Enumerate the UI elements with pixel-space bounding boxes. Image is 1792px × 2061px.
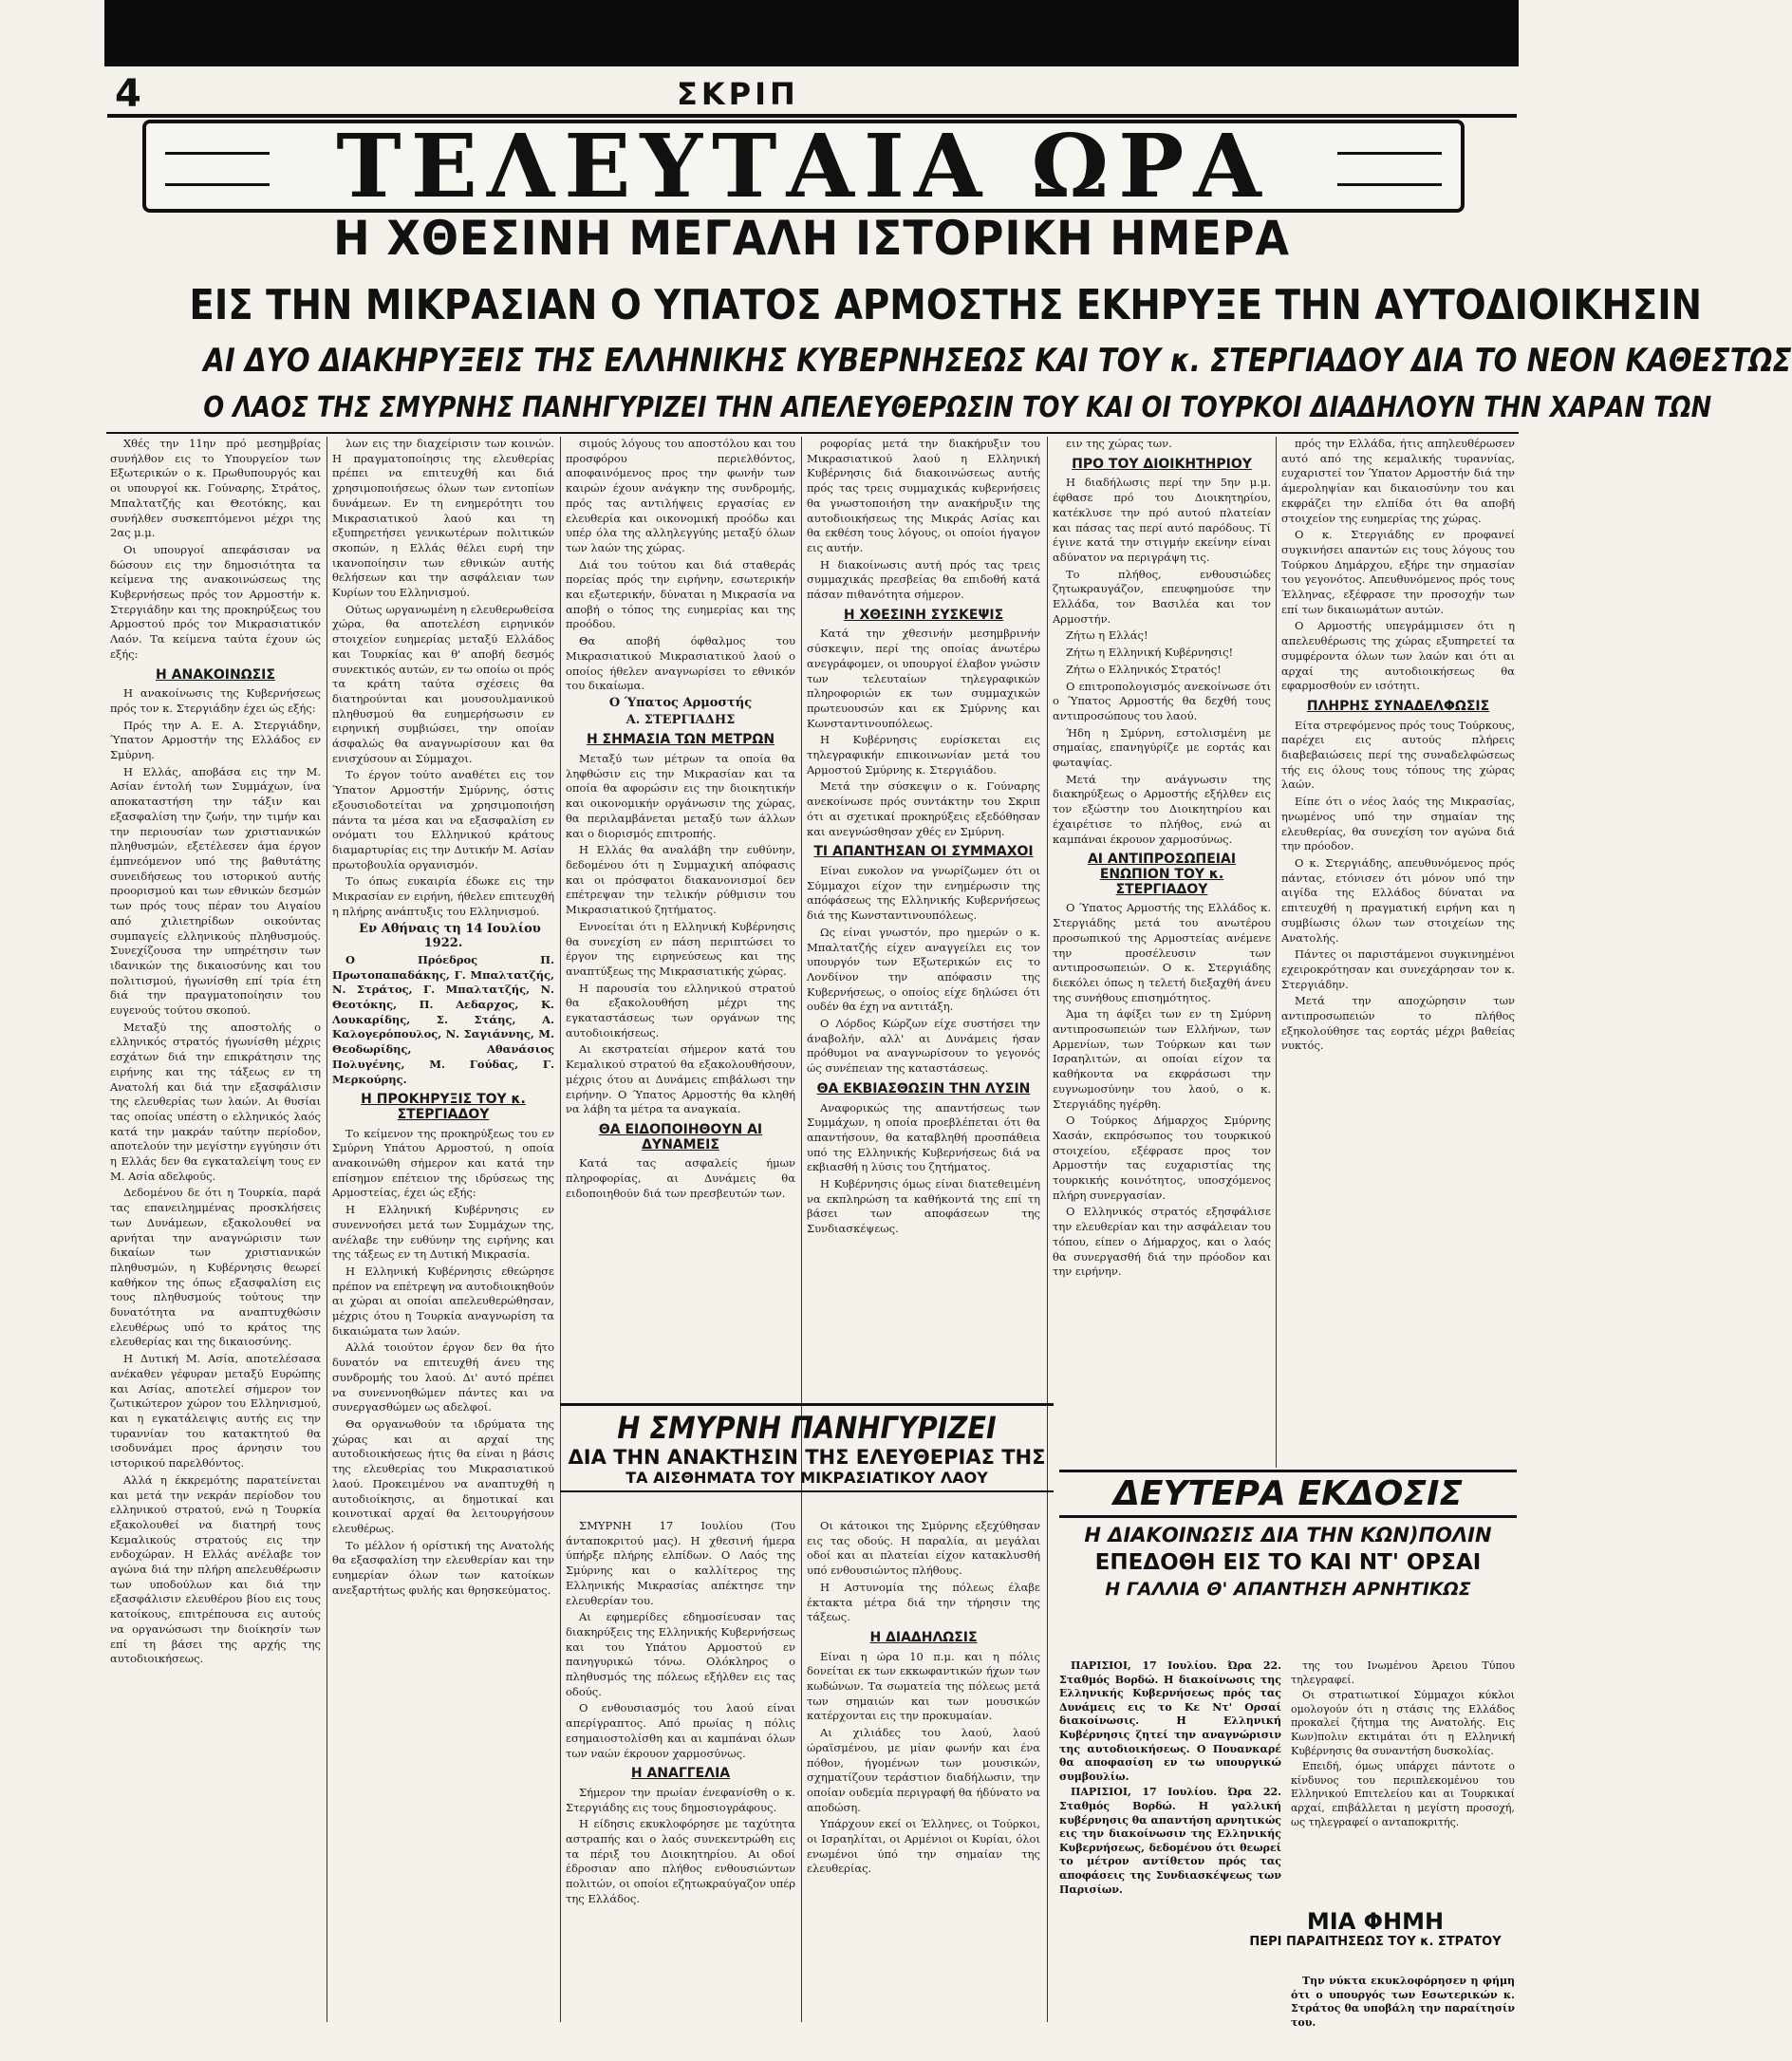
col4-paragraph: Η Κυβέρνησις όμως είναι διατεθειμένη να εκπληρώση τα καθήκοντά της επί τη βάσει των αποφάσεων της Συνδιασκέψεως. — [807, 1177, 1040, 1236]
col4-paragraph: Ως είναι γνωστόν, προ ημερών ο κ. Μπαλτατζής είχεν αναγγείλει εις τον υπουργόν των Εξωτερικών εις το Λονδίνον την απόφασιν της Κυβερνήσεως, ο οποίος είχε δηλώσει ότι ουδέν θα έχη να αντιτάξη. — [807, 925, 1040, 1014]
smyrni-subheading: Η ΔΙΑΔΗΛΩΣΙΣ — [869, 1629, 978, 1645]
rumor-subtitle: ΠΕΡΙ ΠΑΡΑΙΤΗΣΕΩΣ ΤΟΥ κ. ΣΤΡΑΤΟΥ — [1249, 1935, 1502, 1949]
col3-paragraph: Διά του τούτου και διά σταθεράς πορείας πρός την ειρήνην, εσωτερικήν και εξωτερικήν, δύναται η Μικρασία να αποβή ο τόπος της ευημερίας και της προόδου. — [566, 557, 795, 631]
col2-paragraph: Θα οργανωθούν τα ιδρύματα της χώρας και αι αρχαί της αυτοδιοικήσεως ήτις θα είναι η βάσις της ελευθερίας του Μικρασιατικού λαού. Προκειμένου να αναπτυχθή η αυτοδιοίκησις, αι δημοτικαί και κοινοτικαί αρχαί θα λειτουργήσουν ελευθέρως. — [332, 1417, 554, 1535]
col2-paragraph: Η Ελληνική Κυβέρνησις εθεώρησε πρέπον να επέτρεψη να αυτοδιοικηθούν αι χώραι αι οποίαι απελευθερώθησαν, μέχρις ότου η Τουρκία αναγνωρίση τα δικαιώματα των λαών. — [332, 1264, 554, 1338]
top-black-band — [104, 0, 1519, 66]
col5-paragraph: Ο Ύπατος Αρμοστής της Ελλάδος κ. Στεργιάδης μετά του ανωτέρου προσωπικού της Αρμοστείας ανέμενε την προσέλευσιν των αντιπροσωπειών. Ο κ. Στεργιάδης διεκόλει όπως η τελετή διεξαχθή άνευ της συνήθους επισημότητος. — [1053, 901, 1271, 1004]
col2-signers: Ο Πρόεδρος Π. Πρωτοπαπαδάκης, Γ. Μπαλτατζής, Ν. Στράτος, Γ. Μπαλτατζής, Ν. Θεοτόκης, Π. Αεδαρχος, Κ. Λουκαρίδης, Σ. Στάης, Α. Καλογερόπουλος, Ν. Σαγιάννης, Μ. Θεοδωρίδης, Αθανάσιος Πολυγένης, Μ. Γούδας, Γ. Μερκούρης. — [332, 952, 554, 1086]
col1-paragraph: Πρός την Α. Ε. Α. Στεργιάδην, Ύπατον Αρμοστήν της Ελλάδος εν Σμύρνη. — [110, 718, 321, 762]
col2-date: Εν Αθήναις τη 14 Ιουλίου 1922. — [359, 921, 541, 951]
col2-paragraph: Το όπως ευκαιρία έδωκε εις την Μικρασίαν εν ειρήνη, ήθελεν επιτευχθή η πλήρης ανάπτυξις του Ελληνισμού. — [332, 874, 554, 918]
rumor-title: ΜΙΑ ΦΗΜΗ — [1306, 1908, 1445, 1935]
second-edition-paragraph: Επειδή, όμως υπάρχει πάντοτε ο κίνδυνος του περιπλεκομένου του Ελληνικού Επιτελείου και αι Τουρκικαί αρχαί, επιβάλλεται η μεγίστη προσοχή, ως τηλεγραφεί ο ανταποκριτής. — [1291, 1760, 1515, 1828]
col3-paragraph: Εννοείται ότι η Ελληνική Κυβέρνησις θα συνεχίση εν πάση περιπτώσει το έργον της ειρηνεύσεως και της αναπτύξεως της Μικρασιατικής χώρας. — [566, 919, 795, 978]
column-divider — [1047, 437, 1048, 2022]
col5-paragraph: Το πλήθος, ενθουσιώδες ζητωκραυγάζον, επευφημούσε την Ελλάδα, τον Βασιλέα και τον Αρμοστήν. — [1053, 567, 1271, 626]
col3-paragraph: Μεταξύ των μέτρων τα οποία θα ληφθώσιν εις την Μικρασίαν και τα οποία θα αφορώσιν εις την διοικητικήν και οικονομικήν οργάνωσιν της χώρας, θα περιλαμβάνεται μεταξύ των άλλων και ο διορισμός επιτροπής. — [566, 752, 795, 840]
col4-paragraph: Η Κυβέρνησις ευρίσκεται εις τηλεγραφικήν επικοινωνίαν μετά του Αρμοστού Σμύρνης κ. Στεργιάδου. — [807, 733, 1040, 777]
folio-line — [107, 70, 1517, 118]
col4-paragraph: Μετά την σύσκεψιν ο κ. Γούναρης ανεκοίνωσε πρός συντάκτην του Σκριπ ότι αι σχετικαί προκηρύξεις εξεδόθησαν και ανεγνώσθησαν χθές εν Σμύρνη. — [807, 779, 1040, 838]
column-5 — [1053, 437, 1271, 1462]
col2-paragraph: Αλλά τοιούτον έργον δεν θα ήτο δυνατόν να επιτευχθή άνευ της συνδρομής του λαού. Δι' αυτό πρέπει να συνεννοηθώμεν πάντες και να συνεργασθώμεν ως αδελφοί. — [332, 1340, 554, 1415]
col3-subheading: ΘΑ ΕΙΔΟΠΟΙΗΘΟΥΝ ΑΙ ΔΥΝΑΜΕΙΣ — [598, 1121, 763, 1152]
col2-subheading: Η ΠΡΟΚΗΡΥΞΙΣ ΤΟΥ κ. ΣΤΕΡΓΙΑΔΟΥ — [361, 1092, 526, 1122]
col6-paragraph: Πάντες οι παριστάμενοι συγκινημένοι εχειροκρότησαν και συνεχάρησαν τον κ. Στεργιάδην. — [1281, 947, 1515, 991]
banner-title: ΤΕΛΕΥΤΑΙΑ ΩΡΑ — [336, 115, 1271, 217]
col2-paragraph: Ούτως ωργανωμένη η ελευθερωθείσα χώρα, θα αποτελέση ειρηνικόν στοιχείον ευημερίας μεταξύ Ελλάδος και Τουρκίας και θ' αποβή δεσμός συνεκτικός αυτών, εν τω οποίω οι πρός τα κράτη ταύτα σχέσεις θα διατηρούνται και μουσουλμανικού πληθυσμού θα ευημερήσωσιν εν ειρηνική συμβιώσει, την οποίαν άσφαλώς θα αναγνωρίσουν και θα ενισχύσουν αι Σύμμαχοι. — [332, 602, 554, 765]
col1-intro: Χθές την 11ην πρό μεσημβρίας συνήλθον εις το Υπουργείον των Εξωτερικών ο κ. Πρωθυπουργός και οι υπουργοί κκ. Γούναρης, Στράτος, Μπαλτατζής και Θεοτόκης, και συνήλθεν συσκεπτόμενοι μέχρι της 2ας μ.μ. — [110, 437, 321, 540]
col3-paragraph: σιμούς λόγους του αποστόλου και του προσφόρου περιελθόντος, αποφαινόμενος προς την φωνήν των καιρών έχουν ανάγκην της συνδρομής, πρός τας αντιλήψεις εργασίας εν ελευθερία και οικονομική προόδω και υπέρ όλα της αλληλεγγύης μεταξύ όλων των λαών της χώρας. — [566, 437, 795, 554]
col4-paragraph: ροφορίας μετά την διακήρυξιν του Μικρασιατικού λαού η Ελληνική Κυβέρνησις διά διακοινώσεως αυτής πρός τας τρεις συμμαχικάς κυβερνήσεις θα γνωστοποιήση την ανακήρυξιν της αυτοδιοικήσεως της Μικράς Ασίας και θα εκθέση τους λόγους, οι οποίοι ήγαγον εις αυτήν. — [807, 437, 1040, 554]
col6-paragraph: Είτα στρεφόμενος πρός τους Τούρκους, παρέχει εις αυτούς πλήρεις διαβεβαιώσεις περί της συναδελφώσεως τής εις όλους τους τόπους της χώρας λαών. — [1281, 718, 1515, 792]
second-edition-headline: Η ΔΙΑΚΟΙΝΩΣΙΣ ΔΙΑ ΤΗΝ ΚΩΝ)ΠΟΛΙΝ — [1084, 1524, 1492, 1546]
col4-paragraph: Αναφορικώς της απαντήσεως των Συμμάχων, η οποία προεβλέπεται ότι θα απαντήσουν, θα καταβληθή προσπάθεια υπό της Ελληνικής Κυβερνήσεως διά να εκβιασθή η λύσις του ζητήματος. — [807, 1100, 1040, 1174]
smyrni-paragraph: Σήμερον την πρωίαν ένεφανίσθη ο κ. Στεργιάδης εις τους δημοσιογράφους. — [566, 1785, 795, 1814]
column-divider — [801, 437, 802, 2022]
col6-paragraph: Μετά την αποχώρησιν των αντιπροσωπειών το πλήθος εξηκολούθησε τας εορτάς μέχρι βαθείας νυκτός. — [1281, 994, 1515, 1053]
headline-second: ΕΙΣ ΤΗΝ ΜΙΚΡΑΣΙΑΝ Ο ΥΠΑΤΟΣ ΑΡΜΟΣΤΗΣ ΕΚΗΡΥΞΕ ΤΗΝ ΑΥΤΟΔΙΟΙΚΗΣΙΝ — [189, 281, 1703, 329]
col5-paragraph: Ζήτω η Ελληνική Κυβέρνησις! — [1066, 646, 1234, 660]
col2-paragraph: Το μέλλον ή ορίστική της Ανατολής θα εξασφαλίση την ελευθερίαν και την ευημερίαν όλων των κατοίκων ανεξαρτήτως φυλής και θρησκεύματος. — [332, 1538, 554, 1597]
col4-subheading: Η ΧΘΕΣΙΝΗ ΣΥΣΚΕΨΙΣ — [843, 607, 1004, 623]
column-divider — [1276, 437, 1277, 1468]
col2-paragraph: λων εις την διαχείρισιν των κοινών. Η πραγματοποίησις της ελευθερίας πρέπει να επιτευχθή και διά χρησιμοποιήσεως όλων των εντοπίων δυνάμεων. Εν τη ενημερότητι του Μικρασιατικού λαού και τη εξυπηρετήσει γενικωτέρων πολιτικών σκοπών, η Ελλάς θέλει ευρή την ικανοποίησιν των εθνικών αυτής θελήσεων και την ασφάλειαν των Κυρίων του Ελληνισμού. — [332, 437, 554, 600]
smyrni-paragraph: Αι εφημερίδες εδημοσίευσαν τας διακηρύξεις της Ελληνικής Κυβερνήσεως και του Υπάτου Αρμοστού εν πανηγυρικώ τόνω. Ολόκληρος ο πληθυσμός της πόλεως εξήλθεν εις τας οδούς. — [566, 1610, 795, 1698]
smyrni-subtitle: ΔΙΑ ΤΗΝ ΑΝΑΚΤΗΣΙΝ ΤΗΣ ΕΛΕΥΘΕΡΙΑΣ ΤΗΣ — [568, 1446, 1046, 1469]
second-edition-left-column — [1059, 1659, 1281, 2020]
col4-paragraph: Είναι ευκολον να γνωρίζωμεν ότι οι Σύμμαχοι είχον την ενημέρωσιν της απόφάσεως της Ελληνικής Κυβερνήσεως διά της Κωνσταντινουπόλεως. — [807, 863, 1040, 923]
col4-paragraph: Η διακοίνωσις αυτή πρός τας τρεις συμμαχικάς πρεσβείας θα επιδοθή κατά πάσαν πιθανότητα σήμερον. — [807, 557, 1040, 602]
col3-paragraph: Κατά τας ασφαλείς ήμων πληροφορίας, αι Δυνάμεις θα ειδοποιηθούν διά των πρεσβευτών των. — [566, 1156, 795, 1200]
headline-main: Η ΧΘΕΣΙΝΗ ΜΕΓΑΛΗ ΙΣΤΟΡΙΚΗ ΗΜΕΡΑ — [333, 211, 1290, 266]
col5-paragraph: Η διαδήλωσις περί την 5ην μ.μ. έφθασε πρό του Διοικητηρίου, κατέκλυσε την πρό αυτού πλατείαν και πάσας τας περί αυτό παρόδους. Τί έγινε κατά την στιγμήν εκείνην είναι αδύνατον να περιγράψη τις. — [1053, 476, 1271, 564]
col6-paragraph: Ο Αρμοστής υπεγράμμισεν ότι η απελευθέρωσις της χώρας εξυπηρετεί τα συμφέροντα όλων των λαών και ότι αι αρχαί της αυτοδιοικήσεως θα εφαρμοσθούν εν ισότητι. — [1281, 619, 1515, 693]
col1-paragraph: Μεταξύ της αποστολής ο ελληνικός στρατός ήγωνίσθη μέχρις εσχάτων διά την επικράτησιν της ειρήνης και της τάξεως εν τη Ανατολή και διά την εξασφάλισιν της ελευθερίας των λαών. Αι θυσίαι τας οποίας υπέστη ο ελληνικός λαός κατά την μακράν ταύτην περίοδον, αποτελούν την μεγίστην εγγύησιν ότι η Ελλάς δεν θα εγκαταλείψη τους εν Μ. Ασία αδελφούς. — [110, 1020, 321, 1183]
smyrni-headline-box — [560, 1403, 1054, 1492]
smyrni-paragraph: Είναι η ώρα 10 π.μ. και η πόλις δονείται εκ των εκκωφαντικών ήχων των κωδώνων. Τα σωματεία της πόλεως μετά των σημαιών και των μουσικών κατέρχονται εις την προκυμαίαν. — [807, 1649, 1040, 1723]
column-1 — [110, 437, 321, 2051]
masthead: ΣΚΡΙΠ — [677, 76, 799, 112]
smyrni-left-column — [566, 1519, 795, 2022]
col1-paragraph: Η ανακοίνωσις της Κυβερνήσεως πρός τον κ. Στεργιάδην έχει ώς εξής: — [110, 686, 321, 715]
col5-paragraph: Ο Ελληνικός στρατός εξησφάλισε την ελευθερίαν και την ασφάλειαν του τόπου, είπεν ο Δήμαρχος, και ο λαός θα συνεργασθή διά την πρόοδον και την ειρήνην. — [1053, 1205, 1271, 1279]
col2-paragraph: Το έργον τούτο αναθέτει εις τον Ύπατον Αρμοστήν Σμύρνης, όστις εξουσιοδοτείται να χρησιμοποιήση πάντα τα μέσα και να εξασφαλίση εν ονόματι του Ελληνικού κράτους διαμαρτυρίας εις την Δυτικήν Μ. Ασίαν πρωτοβουλία οργανισμόν. — [332, 768, 554, 871]
column-3 — [566, 437, 795, 1396]
page-number: 4 — [115, 72, 141, 116]
col5-paragraph: Μετά την ανάγνωσιν της διακηρύξεως ο Αρμοστής εξήλθεν εις τον εξώστην του Διοικητηρίου και έχαιρέτισε το πλήθος, ενώ αι καμπάναι έκρουον χαρμοσύνως. — [1053, 772, 1271, 846]
second-edition-paragraph: Οι στρατιωτικοί Σύμμαχοι κύκλοι ομολογούν ότι η στάσις της Ελλάδος προκαλεί ζήτημα της Ανατολής. Εις Κων)πολιν εκτιμάται ότι η Ελληνική Κυβέρνησις θα συναντήση δυσκολίας. — [1291, 1689, 1515, 1757]
column-6 — [1281, 437, 1515, 1462]
smyrni-kicker: ΤΑ ΑΙΣΘΗΜΑΤΑ ΤΟΥ ΜΙΚΡΑΣΙΑΤΙΚΟΥ ΛΑΟΥ — [625, 1469, 988, 1487]
col3-paragraph: Θα αποβή όφθαλμος του Μικρασιατικού Μικρασιατικού λαού ο οποίος ήθελεν αναγνωρίσει το εθνικόν του δικαίωμα. — [566, 634, 795, 693]
col4-paragraph: Ο Λόρδος Κώρζων είχε συστήσει την άναβολήν, αλλ' αι Δυνάμεις ήσαν πρόθυμοι να αναγνωρίσουν το γεγονός ώς συνέπειαν της καταστάσεως. — [807, 1017, 1040, 1076]
rumor-box — [1234, 1908, 1517, 1949]
col4-subheading: ΘΑ ΕΚΒΙΑΣΘΩΣΙΝ ΤΗΝ ΛΥΣΙΝ — [816, 1080, 1031, 1096]
col3-signature-title: Ο Ύπατος Αρμοστής — [608, 695, 753, 710]
col5-paragraph: Άμα τη άφίξει των εν τη Σμύρνη αντιπροσωπειών των Ελλήνων, των Αρμενίων, των Τούρκων και των Ισραηλιτών, αι οποίαι είχον τα καθήκοντα να εκφράσωσι την ευγνωμοσύνην του λαού, ο κ. Στεργιάδης ηγέρθη. — [1053, 1007, 1271, 1111]
second-edition-kicker: Η ΓΑΛΛΙΑ Θ' ΑΠΑΝΤΗΣΗ ΑΡΝΗΤΙΚΩΣ — [1105, 1579, 1471, 1600]
col4-paragraph: Κατά την χθεσινήν μεσημβρινήν σύσκεψιν, περί της οποίας άνωτέρω ανεγράφομεν, οι υπουργοί έλαβον γνώσιν των τελευταίων τηλεγραφικών πληροφοριών εκ των συμμαχικών πρωτευουσών και εκ Σμύρνης και Κωνσταντινουπόλεως. — [807, 627, 1040, 730]
col5-paragraph: ειν της χώρας των. — [1066, 437, 1172, 450]
smyrni-paragraph: ΣΜΥΡΝΗ 17 Ιουλίου (Του άνταποκριτού μας). Η χθεσινή ήμερα ύπήρξε πλήρης ελπίδων. Ο Λαός της Σμύρνης και ο καλλίτερος της Ελληνικής Μικρασίας απέκτησε την ελευθερίαν του. — [566, 1519, 795, 1607]
col2-paragraph: Το κείμενον της προκηρύξεως του εν Σμύρνη Υπάτου Αρμοστού, η οποία ανακοινώθη σήμερον και κατά την επίσημον επέτειον της ιδρύσεως της Αρμοστείας, έχει ώς εξής: — [332, 1126, 554, 1200]
col3-paragraph: Αι εκστρατείαι σήμερον κατά του Κεμαλικού στρατού θα εξακολουθήσουν, μέχρις ότου αι Δυνάμεις επιβάλωσι την ειρήνην. Ο Ύπατος Αρμοστής θα κληθή να λάβη τα μέτρα τα αναγκαία. — [566, 1042, 795, 1116]
col6-paragraph: πρός την Ελλάδα, ήτις απηλευθέρωσεν αυτό από της κεμαλικής τυραννίας, ευχαριστεί τον Ύπατον Αρμοστήν διά την άμεροληψίαν και δικαιοσύνην του και εκφράζει την ελπίδα ότι θα αποβή στοιχείον της ευημερίας της χώρας. — [1281, 437, 1515, 525]
second-edition-title: ΔΕΥΤΕΡΑ ΕΚΔΟΣΙΣ — [1059, 1470, 1517, 1518]
col1-intro2: Οι υπουργοί απεφάσισαν να δώσουν εις την δημοσιότητα τα κείμενα της ανακοινώσεως της Κυβερνήσεως πρός τον Αρμοστήν κ. Στεργιάδην και της προκηρύξεως του Αρμοστού πρός τον Μικρασιατικόν Λαόν. Τα κείμενα ταύτα έχουν ώς εξής: — [110, 542, 321, 661]
smyrni-paragraph: Ο ενθουσιασμός του λαού είναι απερίγραπτος. Από πρωίας η πόλις εσημαιοστολίσθη και αι καμπάναι όλων των ναών έκρουον χαρμοσύνως. — [566, 1701, 795, 1760]
second-edition-subhead: ΕΠΕΔΟΘΗ ΕΙΣ ΤΟ ΚΑΙ ΝΤ' ΟΡΣΑΙ — [1094, 1550, 1482, 1575]
col3-paragraph: Η Ελλάς θα αναλάβη την ευθύνην, δεδομένου ότι η Συμμαχική απόφασις και οι πρόσφατοι διακανονισμοί δεν επέτρεψαν την τελικήν ρύθμισιν του Μικρασιατικού ζητήματος. — [566, 843, 795, 917]
col3-subheading: Η ΣΗΜΑΣΙΑ ΤΩΝ ΜΕΤΡΩΝ — [586, 732, 775, 748]
col6-paragraph: Είπε ότι ο νέος λαός της Μικρασίας, ηνωμένος υπό την σημαίαν της ελευθερίας, θα συνεχίση τον αγώνα διά την πρόοδον. — [1281, 795, 1515, 853]
second-edition-right-column — [1291, 1659, 1515, 1902]
col6-paragraph: Ο κ. Στεργιάδης εν προφανεί συγκινήσει απαντών εις τους λόγους του Τούρκου Δημάρχου, εξήρε την σημασίαν του γεγονότος. Απευθυνόμενος πρός τους Έλληνας, εξέφρασε την προσοχήν των επί των δικαιωμάτων αυτών. — [1281, 528, 1515, 616]
col5-paragraph: Ζήτω ο Ελληνικός Στρατός! — [1066, 662, 1222, 676]
col5-paragraph: Ο Τούρκος Δήμαρχος Σμύρνης Χασάν, εκπρόσωπος του τουρκικού στοιχείου, εξέφρασε προς τον Αρμοστήν τας ευχαριστίας της τουρκικής κοινότητος, υποσχόμενος πλήρη συνεργασίαν. — [1053, 1114, 1271, 1202]
smyrni-subheading: Η ΑΝΑΓΓΕΛΙΑ — [630, 1766, 731, 1782]
col5-paragraph: Ήδη η Σμύρνη, εστολισμένη με σημαίας, επανηγύρίζε με εορτάς και φωταψίας. — [1053, 725, 1271, 770]
smyrni-paragraph: Η είδησις εκυκλοφόρησε με ταχύτητα αστραπής και ο λαός συνεκεντρώθη εις τα πέριξ του Διοικητηρίου. Αι οδοί έδροσιαν απο πλήθος ενθουσιώντων πολιτών, οι οποίοι εζητωκραύγαζον υπέρ της Ελλάδος. — [566, 1817, 795, 1905]
col5-paragraph: Ζήτω η Ελλάς! — [1066, 628, 1148, 643]
col5-subheading: ΠΡΟ ΤΟΥ ΔΙΟΙΚΗΤΗΡΙΟΥ — [1072, 456, 1252, 472]
second-edition-paragraph: ΠΑΡΙΣΙΟΙ, 17 Ιουλίου. Ώρα 22. Σταθμός Βορδώ. Η γαλλική κυβέρνησις θα απαντήση αρνητικώς εις την διακοίνωσιν της Ελληνικής Κυβερνήσεως, δεδομένου ότι θεωρεί το μέτρον αντίθετον πρός τας αποφάσεις της Συνδιασκέψεως των Παρισίων. — [1059, 1786, 1281, 1896]
col1-paragraph: Η Ελλάς, αποβάσα εις την Μ. Ασίαν έντολή των Συμμάχων, ίνα αποκαταστήση την τάξιν και εξασφαλίση την ζωήν, την τιμήν και την περιουσίαν των χριστιανικών πληθυσμών, εξετέλεσεν άμα έργον έμπνεόμενον υπό της βαθυτάτης συνειδήσεως του ιστορικού αυτής προορισμού και των εθνικών δεσμών των πρός τους πέραν του Αιγαίου από χιλιετηρίδων οικούντας συμπαγείς ελληνικούς πληθυσμούς. Συνεχίζουσα την υπηρέτησιν των ιδανικών της δικαιοσύνης και του πολιτισμού, ήγωνίσθη επί τρία έτη διά την πραγματοποίησιν του ευγενούς τούτου σκοπού. — [110, 764, 321, 1018]
col4-subheading: ΤΙ ΑΠΑΝΤΗΣΑΝ ΟΙ ΣΥΜΜΑΧΟΙ — [813, 844, 1034, 860]
smyrni-paragraph: Η Αστυνομία της πόλεως έλαβε έκτακτα μέτρα διά την τήρησιν της τάξεως. — [807, 1580, 1040, 1624]
second-edition-paragraph: της του Ινωμένου Άρειου Τύπου τηλεγραφεί. — [1291, 1659, 1515, 1686]
ornament-left — [165, 152, 270, 186]
smyrni-paragraph: Οι κάτοικοι της Σμύρνης εξεχύθησαν εις τας οδούς. Η παραλία, αι μεγάλαι οδοί και αι πλατείαι είχον κατακλυσθή υπό ενθουσιώντος πλήθους. — [807, 1519, 1040, 1578]
rumor-paragraph: Την νύκτα εκυκλοφόρησεν η φήμη ότι ο υπουργός των Εσωτερικών κ. Στράτος θα υποβάλη την παραίτησίν του. — [1291, 1975, 1515, 2029]
col6-subheading: ΠΛΗΡΗΣ ΣΥΝΑΔΕΛΦΩΣΙΣ — [1306, 698, 1490, 714]
col5-subheading: ΑΙ ΑΝΤΙΠΡΟΣΩΠΕΙΑΙ ΕΝΩΠΙΟΝ ΤΟΥ κ. ΣΤΕΡΓΙΑΔΟΥ — [1087, 852, 1237, 897]
col1-paragraph: Δεδομένου δε ότι η Τουρκία, παρά τας επανειλημμένας προσκλήσεις των Δυνάμεων, εξακολουθεί να αρνήται την αναγνώρισιν των δικαίων των χριστιανικών πληθυσμών, η Κυβέρνησις θεωρεί καθήκον της όπως εξασφαλίση εις τους πληθυσμούς τούτους την δυνατότητα να αναπτυχθώσιν ελευθέρως υπό το κράτος της ελευθερίας και της δικαιοσύνης. — [110, 1186, 321, 1349]
ornament-right — [1337, 152, 1442, 186]
col5-paragraph: Ο επιτροπολογισμός ανεκοίνωσε ότι ο Ύπατος Αρμοστής θα δεχθή τους αντιπροσώπους του λαού. — [1053, 679, 1271, 722]
headline-fourth: Ο ΛΑΟΣ ΤΗΣ ΣΜΥΡΝΗΣ ΠΑΝΗΓΥΡΙΖΕΙ ΤΗΝ ΑΠΕΛΕΥΘΕΡΩΣΙΝ ΤΟΥ ΚΑΙ ΟΙ ΤΟΥΡΚΟΙ ΔΙΑΔΗΛΟΥΝ ΤΗΝ ΧΑΡΑΝ ΤΩΝ — [203, 391, 1712, 424]
smyrni-paragraph: Αι χιλιάδες του λαού, λαού ώραϊσμένου, με μίαν φωνήν και ένα πόθον, ήγομένων των μουσικών, σχηματίζουν τεράστιον διαδήλωσιν, την οποίαν ουδεμία περιγραφή θα ήδύνατο να αποδώση. — [807, 1726, 1040, 1814]
column-4 — [807, 437, 1040, 1396]
smyrni-title: Η ΣΜΥΡΝΗ ΠΑΝΗΓΥΡΙΖΕΙ — [617, 1410, 997, 1446]
second-edition-box — [1059, 1470, 1517, 1600]
headline-third: ΑΙ ΔΥΟ ΔΙΑΚΗΡΥΞΕΙΣ ΤΗΣ ΕΛΛΗΝΙΚΗΣ ΚΥΒΕΡΝΗΣΕΩΣ ΚΑΙ ΤΟΥ κ. ΣΤΕΡΓΙΑΔΟΥ ΔΙΑ ΤΟ ΝΕΟΝ ΚΑΘΕΣΤΩΣ — [203, 342, 1792, 380]
rumor-column — [1291, 1975, 1515, 2032]
smyrni-paragraph: Υπάρχουν εκεί οι Έλληνες, οι Τούρκοι, οι Ισραηλίται, οι Αρμένιοι οι Κυρίαι, όλοι ενωμένοι ύπό την σημαίαν της ελευθερίας. — [807, 1817, 1040, 1876]
col6-paragraph: Ο κ. Στεργιάδης, απευθυνόμενος πρός πάντας, ετόνισεν ότι μόνον υπό την αιγίδα της Ελλάδος δύναται να επιτευχθή η πραγματική ειρήνη και η συμβίωσις όλων των στοιχείων της Ανατολής. — [1281, 855, 1515, 945]
col1-paragraph: Η Δυτική Μ. Ασία, αποτελέσασα ανέκαθεν γέφυραν μεταξύ Ευρώπης και Ασίας, αποτελεί σήμερον τον ζωτικώτερον χώρον του Ελληνισμού, και η εγκατάλειψις αυτής εις την τυραννίαν του κατακτητού θα ισοδυνάμει προς άρνησιν του ιστορικού παρελθόντος. — [110, 1352, 321, 1471]
headline-rule — [106, 432, 1519, 434]
col2-paragraph: Η Ελληνική Κυβέρνησις εν συνεννοήσει μετά των Συμμάχων της, ανέλαβε την ευθύνην της ειρήνης και της τάξεως εν τη Δυτική Μικρασία. — [332, 1203, 554, 1262]
col3-paragraph: Η παρουσία του ελληνικού στρατού θα εξακολουθήση μέχρι της εγκαταστάσεως των οργάνων της αυτοδιοικήσεως. — [566, 981, 795, 1040]
column-divider — [560, 437, 561, 2022]
banner-box — [142, 115, 1465, 217]
col1-subheading: Η ΑΝΑΚΟΙΝΩΣΙΣ — [156, 666, 275, 683]
smyrni-right-column — [807, 1519, 1040, 2022]
col3-signature-name: Α. ΣΤΕΡΓΙΑΔΗΣ — [625, 712, 736, 727]
col1-paragraph: Αλλά η έκκρεμότης παρατείνεται και μετά την νεκράν περίοδον του ελληνικού στρατού, ενώ η Τουρκία εξακολουθεί να διατηρή τους Κεμαλικούς στρατούς εις την ενδοχώραν. Η Ελλάς ανέλαβε τον αγώνα διά την πλήρη απελευθέρωσιν των υποδούλων και διά την εξασφάλισιν ελευθέρου βίου εις τους κατοίκους, επιτρέπουσα εις αυτούς να οργανώσωσι την διοίκησίν των επί τη βάσει της αρχής της αυτοδιοικήσεως. — [110, 1472, 321, 1666]
second-edition-paragraph: ΠΑΡΙΣΙΟΙ, 17 Ιουλίου. Ώρα 22. Σταθμός Βορδώ. Η διακοίνωσις της Ελληνικής Κυβερνήσεως πρός τας Δυνάμεις εις το Κε Ντ' Ορσαί διακοίνωσις. Η Ελληνική Κυβέρνησις ζητεί την αναγνώρισιν της αυτοδιοικήσεως. Ο Πουανκαρέ θα αποφασίση εν τω υπουργικώ συμβουλίω. — [1059, 1659, 1281, 1783]
column-2 — [332, 437, 554, 2051]
